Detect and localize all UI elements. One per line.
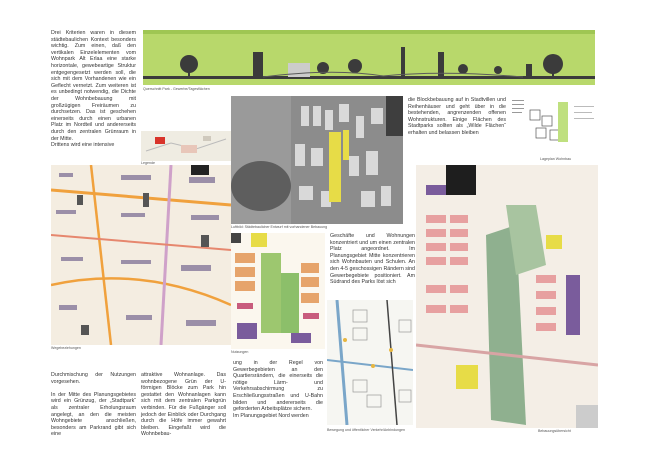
site-plan-small-caption: Lageplan Wohnbau [540,157,572,161]
col4-text: Geschäfte und Wohnungen konzentriert und um einen zentralen Platz angeordnet. Im Planungsgebiet Mitte konzentrieren sich Wohnbauten und Schulen. An den 4-5 geschossigen Rändern sind Gewerbegebiete positioniert. Am Südrand des Parks löst sich [330,233,415,286]
col5-text: die Blockbebauung auf in Stadtvillen und Reihenhäuser und geht über in die bestehenden, angrenzenden offenen Wohnstrukturen. Einige Flächen des Stadtparks sollten als „Wilde Flächen“ erhalten und belassen bleiben [408,97,506,136]
banner-caption: Querschnitt Park - Gewerbe/Tagesflächen [143,87,210,91]
pathways-map [51,165,231,345]
transport-caption: Bewegung und öffentlicher Verkehr/Anbindungen [327,428,406,432]
col3-text: ung in der Regel von Gewerbegebieten an den Quartiersrändern, die einerseits die nötige Lärm- und Verkehrsabschirmung zu Erschließungsstraßen und U-Bahn bilden und andererseits die geforderten Arbeitsplätze sichern. Im Planungsgebiet Nord werden [233,360,323,419]
intro-text: Drei Kriterien waren in diesem städtebaulichen Kontext besonders wichtig. Zum einen, daß den vertikalen Einzelelementen vom Wohnpark Alt Erlaa eine starke horizontale, gewebeartige Struktur entgegengesetzt werden soll, die sich mit dem Vorhandenen wie ein Geflecht vernetzt. Zum weiteren ist es unbedingt notwendig, die Dichte der Wohnbebauung mit großzügigen Freiräumen zu durchsetzen. Das ist geschehen einerseits durch einen urbanen Platz im Nordteil und andererseits durch den zentralen Grünraum in der Mitte. Drittens wird eine intensive [51,30,136,149]
site-overview-map [416,165,598,428]
land-use-caption: Nutzungen [231,350,249,354]
aerial-caption: Luftbild: Städtebaulicher Entwurf mit vorhandener Bebauung [231,225,328,229]
land-use-map [231,233,325,349]
site-overview-caption: Bebauungsübersicht [538,429,571,433]
col2-text: attraktive Wohnanlage. Das wohnbezogene Grün der U-förmigen Blöcke zum Park hin gestattet den Wohnanlagen kann sich mit dem zentralen Parkgrün verbinden. Für die Fußgänger soll jedoch der Einblick oder Durchgang durch die Höfe immer gewahrt bleiben. Eingefaßt wird die Wohnbebau- [141,372,226,438]
aerial-photo [231,96,403,224]
pathways-caption: Wegebeziehungen [51,346,81,350]
col1-text-bottom: Durchmischung der Nutzungen vorgesehen. In der Mitte des Planungsgebietes wird ein Grünzug, der „Stadtpark“ als zentraler Erholungsraum angelegt, an den die meisten Wohngebiete anschließen, besonders am Parkrand gibt sich eine [51,372,136,438]
site-plan-small [510,96,598,154]
location-map [141,131,231,161]
location-caption: Legende [141,161,155,165]
cross-section-banner [143,30,595,85]
transport-map [327,300,413,425]
